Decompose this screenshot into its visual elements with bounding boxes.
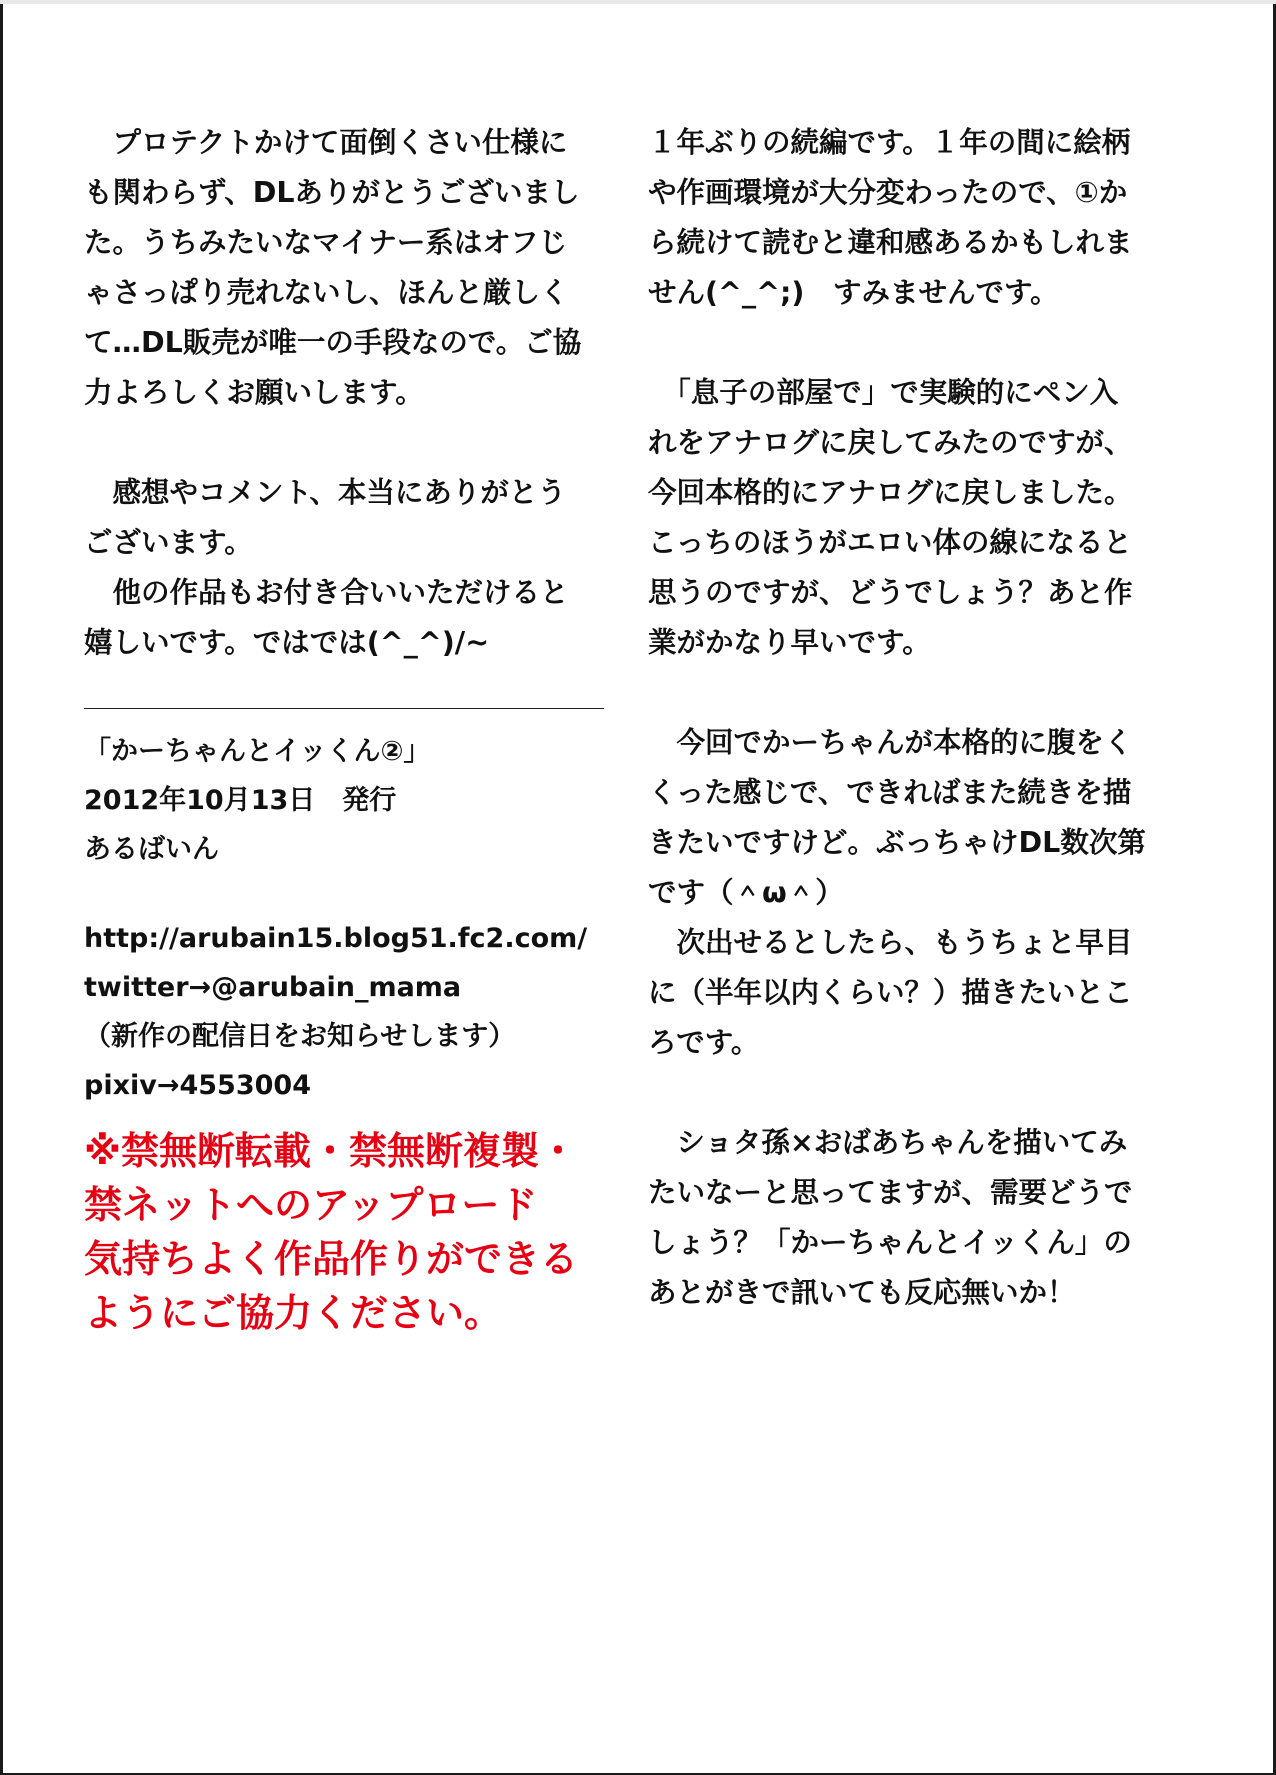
text-line: １年ぶりの続編です。１年の間に絵柄 bbox=[648, 126, 1131, 159]
pixiv-id: pixiv→4553004 bbox=[84, 1070, 311, 1101]
warning-line: 気持ちよく作品作りができる bbox=[84, 1237, 579, 1281]
text-line: ら続けて読むと違和感あるかもしれま bbox=[648, 226, 1133, 259]
text-line: に（半年以内くらい？）描きたいとこ bbox=[648, 976, 1133, 1009]
blog-url: http://arubain15.blog51.fc2.com/ bbox=[84, 923, 588, 954]
text-line: せん(^_^;) すみませんです。 bbox=[648, 276, 1059, 309]
text-line: 業がかなり早いです。 bbox=[648, 626, 931, 659]
left-column bbox=[84, 118, 624, 1340]
text-line: しょう？「かーちゃんとイッくん」の bbox=[648, 1226, 1132, 1259]
warning-line: ※禁無断転載・禁無断複製・ bbox=[84, 1129, 577, 1173]
colophon bbox=[84, 727, 624, 1110]
book-title: 「かーちゃんとイッくん②」 bbox=[84, 736, 431, 767]
text-line: です（＾ω＾） bbox=[648, 876, 844, 909]
text-line: や作画環境が大分変わったので、①か bbox=[648, 176, 1128, 209]
text-line: ございます。 bbox=[84, 526, 253, 559]
request-paragraph bbox=[648, 1118, 1188, 1318]
warning-line: ようにご協力ください。 bbox=[84, 1291, 503, 1335]
publish-date: 2012年10月13日 発行 bbox=[84, 785, 397, 816]
text-line: も関わらず、DLありがとうございまし bbox=[84, 176, 580, 209]
text-line: 今回でかーちゃんが本格的に腹をく bbox=[648, 726, 1133, 759]
text-line: 思うのですが、どうでしょう？あと作 bbox=[648, 576, 1133, 609]
text-line: ゃさっぱり売れないし、ほんと厳しく bbox=[84, 276, 569, 309]
analog-paragraph bbox=[648, 368, 1188, 668]
text-line: 感想やコメント、本当にありがとう bbox=[84, 476, 566, 509]
copyright-warning bbox=[84, 1124, 624, 1340]
twitter-note: （新作の配信日をお知らせします） bbox=[84, 1021, 516, 1052]
text-line: 嬉しいです。ではでは(^_^)/~ bbox=[84, 626, 490, 659]
text-line: こっちのほうがエロい体の線になると bbox=[648, 526, 1132, 559]
top-edge bbox=[0, 0, 1276, 4]
thanks-paragraph bbox=[84, 468, 624, 668]
text-line: 「息子の部屋で」で実験的にペン入 bbox=[648, 376, 1119, 409]
text-line: あとがきで訊いても反応無いか！ bbox=[648, 1276, 1076, 1309]
text-line: くった感じで、できればまた続きを描 bbox=[648, 776, 1132, 809]
text-line: ショタ孫×おばあちゃんを描いてみ bbox=[648, 1126, 1128, 1159]
text-line: ろです。 bbox=[648, 1026, 760, 1059]
text-line: 次出せるとしたら、もうちょと早目 bbox=[648, 926, 1133, 959]
next-work-paragraph bbox=[648, 718, 1188, 1068]
author-name: あるばいん bbox=[84, 834, 219, 865]
right-column bbox=[648, 118, 1188, 1318]
divider-rule bbox=[84, 708, 604, 709]
text-line: たいなーと思ってますが、需要どうで bbox=[648, 1176, 1133, 1209]
text-line: 今回本格的にアナログに戻しました。 bbox=[648, 476, 1133, 509]
sequel-paragraph bbox=[648, 118, 1188, 318]
warning-line: 禁ネットへのアップロード bbox=[84, 1183, 538, 1227]
text-line: れをアナログに戻してみたのですが、 bbox=[648, 426, 1133, 459]
text-line: た。うちみたいなマイナー系はオフじ bbox=[84, 226, 568, 259]
text-line: プロテクトかけて面倒くさい仕様に bbox=[84, 126, 568, 159]
text-line: きたいですけど。ぶっちゃけDL数次第 bbox=[648, 826, 1146, 859]
text-line: 力よろしくお願いします。 bbox=[84, 376, 424, 409]
text-line: て…DL販売が唯一の手段なので。ご協 bbox=[84, 326, 582, 359]
twitter-handle: twitter→@arubain_mama bbox=[84, 972, 462, 1003]
intro-paragraph bbox=[84, 118, 624, 418]
text-line: 他の作品もお付き合いいただけると bbox=[84, 576, 569, 609]
